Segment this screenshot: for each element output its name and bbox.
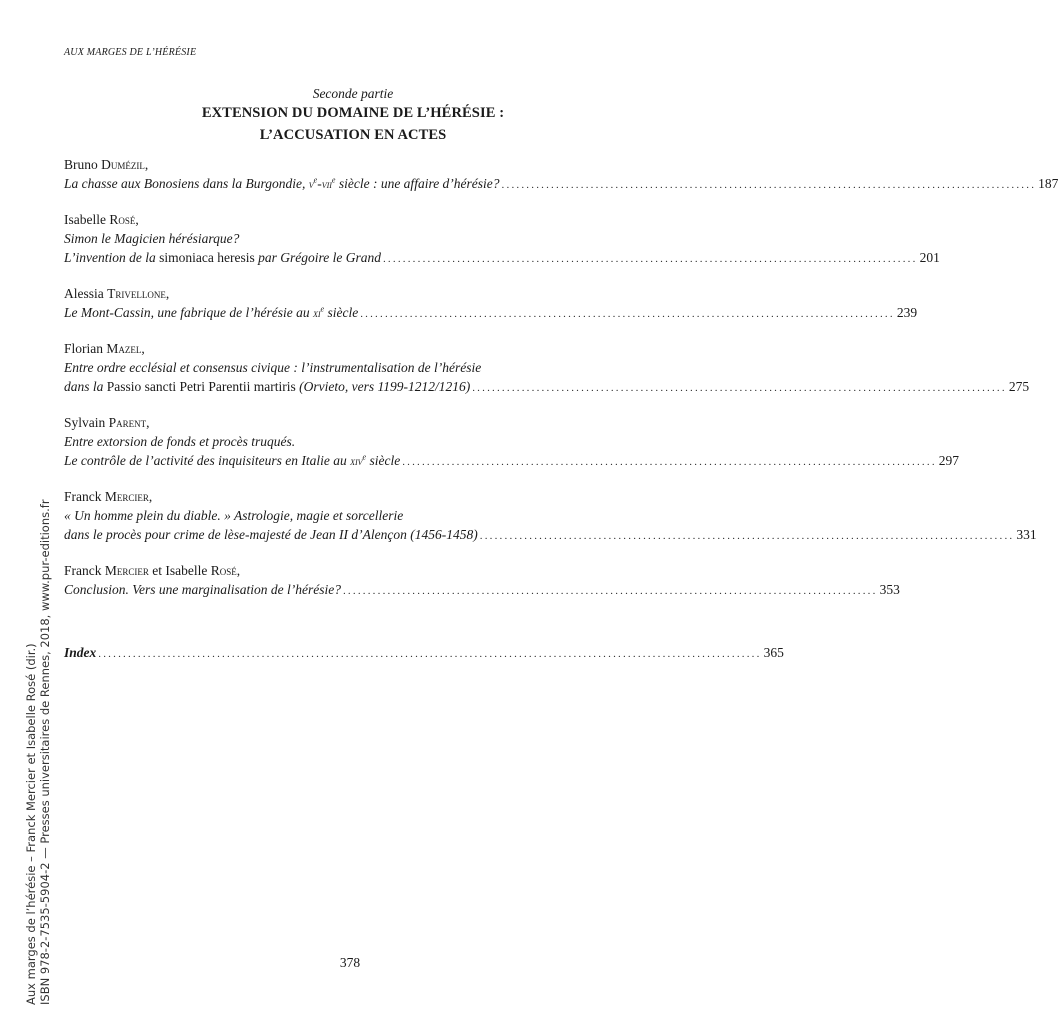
toc-title-line (64, 174, 1058, 195)
author (64, 487, 598, 506)
running-head: AUX MARGES DE L’HÉRÉSIE (64, 47, 197, 58)
chapter-title-line: « Un homme plein du diable. » Astrologie, magie et sorcellerie (64, 508, 404, 523)
side-note-line-1: Aux marges de l’hérésie – Franck Mercier et Isabelle Rosé (dir.) (24, 643, 38, 1005)
author (64, 284, 598, 303)
chapter-title: Conclusion. Vers une marginalisation de l’hérésie? (64, 582, 341, 597)
title-text: La chasse aux Bonosiens dans la Burgondie, (64, 176, 309, 191)
chapter-title (64, 377, 470, 396)
author-punctuation: , (141, 341, 145, 356)
author-last-name: Dumézil (101, 157, 145, 172)
century-numeral: xiv (350, 456, 363, 468)
page-folio: 378 (339, 955, 361, 970)
author-last-name: Rosé (210, 563, 237, 578)
dot-leader: ...................................................................................................................................... (98, 648, 762, 660)
chapter-title (64, 248, 381, 267)
title-text: par Grégoire le Grand (254, 250, 381, 265)
toc-entry (64, 284, 918, 324)
century-numeral: v (308, 179, 314, 191)
dot-leader: ............................................................................................................ (360, 308, 895, 320)
latin-title: simoniaca heresis (159, 250, 255, 265)
page-number: 353 (879, 582, 900, 597)
part-heading (60, 86, 646, 146)
side-note-line-2: ISBN 978-2-7535-5904-2 — Presses universitaires de Rennes, 2018, www.pur-editions.fr (38, 499, 52, 1005)
part-title-line-1: EXTENSION DU DOMAINE DE L’HÉRÉSIE : (201, 105, 505, 121)
page-number: 187 (1038, 176, 1058, 191)
author-last-name: Trivellone (107, 286, 166, 301)
page-number: 297 (938, 453, 960, 468)
title-text: siècle (324, 305, 359, 320)
author-conjunction: et Isabelle (148, 563, 211, 578)
author-first-name: Alessia (64, 286, 104, 301)
title-text: siècle (366, 453, 401, 468)
toc-title-line (64, 248, 940, 269)
superscript: e (313, 175, 318, 185)
author-first-name: Franck (64, 489, 102, 504)
toc-title-line (64, 451, 960, 472)
author-punctuation: , (236, 563, 241, 578)
author-first-name: Florian (64, 341, 103, 356)
toc-entry (64, 561, 900, 601)
dot-leader: ............................................................................................................ (501, 179, 1037, 191)
author-first-name: Isabelle (64, 212, 106, 227)
superscript: e (362, 452, 367, 462)
author-punctuation: , (146, 415, 150, 430)
title-text: (Orvieto, vers 1199-1212/1216) (295, 379, 471, 394)
century-numeral: xi (312, 308, 321, 320)
chapter-title-line: Entre extorsion de fonds et procès truqués. (64, 434, 296, 449)
chapter-title-line: Entre ordre ecclésial et consensus civique : l’instrumentalisation de l’hérésie (64, 360, 482, 375)
author (64, 339, 598, 358)
author-last-name: Parent (108, 415, 147, 430)
table-of-contents (64, 155, 1058, 664)
author-punctuation: , (148, 489, 153, 504)
dot-leader: ............................................................................................................ (472, 382, 1007, 394)
superscript: e (331, 175, 336, 185)
index-entry (64, 643, 784, 664)
latin-title: Passio sancti Petri Parentii martiris (106, 379, 296, 394)
author (64, 561, 598, 580)
author-last-name: Mercier (104, 563, 149, 578)
title-text: L’invention de la (64, 250, 160, 265)
title-text: Le contrôle de l’activité des inquisiteurs en Italie au (64, 453, 351, 468)
superscript: e (320, 304, 325, 314)
dot-leader: ............................................................................................................ (342, 585, 878, 597)
author-last-name: Rosé (109, 212, 136, 227)
author-last-name: Mazel (106, 341, 142, 356)
index-label: Index (64, 645, 97, 660)
toc-entry (64, 487, 1037, 546)
toc-entry (64, 210, 940, 269)
author-first-name: Bruno (64, 157, 98, 172)
title-text: dans la (64, 379, 107, 394)
chapter-title (64, 174, 500, 195)
toc-entry (64, 339, 1030, 398)
author-punctuation: , (144, 157, 149, 172)
author-punctuation: , (165, 286, 170, 301)
page-number: 239 (896, 305, 918, 320)
page-number: 275 (1008, 379, 1030, 394)
part-title-line-2: L’ACCUSATION EN ACTES (259, 127, 447, 143)
author-first-name: Sylvain (64, 415, 106, 430)
author-punctuation: , (135, 212, 139, 227)
toc-title-line (64, 525, 1037, 546)
chapter-title: dans le procès pour crime de lèse-majesté de Jean II d’Alençon (1456-1458) (64, 527, 478, 542)
toc-title-line (64, 377, 1030, 398)
author (64, 413, 598, 432)
page-number: 331 (1016, 527, 1037, 542)
toc-entry (64, 413, 960, 472)
century-numeral: vii (321, 179, 332, 191)
author (64, 155, 598, 174)
dot-leader: ............................................................................................................ (382, 253, 918, 265)
title-text: siècle : une affaire d’hérésie? (335, 176, 500, 191)
chapter-title (64, 303, 358, 324)
toc-entry (64, 155, 1058, 195)
author-first-name: Franck (64, 563, 102, 578)
title-text: Le Mont-Cassin, une fabrique de l’hérésie au (64, 305, 313, 320)
toc-title-line (64, 303, 918, 324)
page-number: 201 (919, 250, 940, 265)
toc-title-line (64, 580, 900, 601)
dot-leader: ............................................................................................................ (479, 530, 1015, 542)
chapter-title-line: Simon le Magicien hérésiarque? (64, 231, 240, 246)
author-last-name: Mercier (104, 489, 149, 504)
dash: - (317, 176, 322, 191)
dot-leader: ............................................................................................................ (402, 456, 937, 468)
side-copyright-note (24, 499, 52, 1005)
page-number: 365 (763, 645, 784, 660)
part-label: Seconde partie (312, 86, 394, 101)
author (64, 210, 598, 229)
chapter-title (64, 451, 400, 472)
